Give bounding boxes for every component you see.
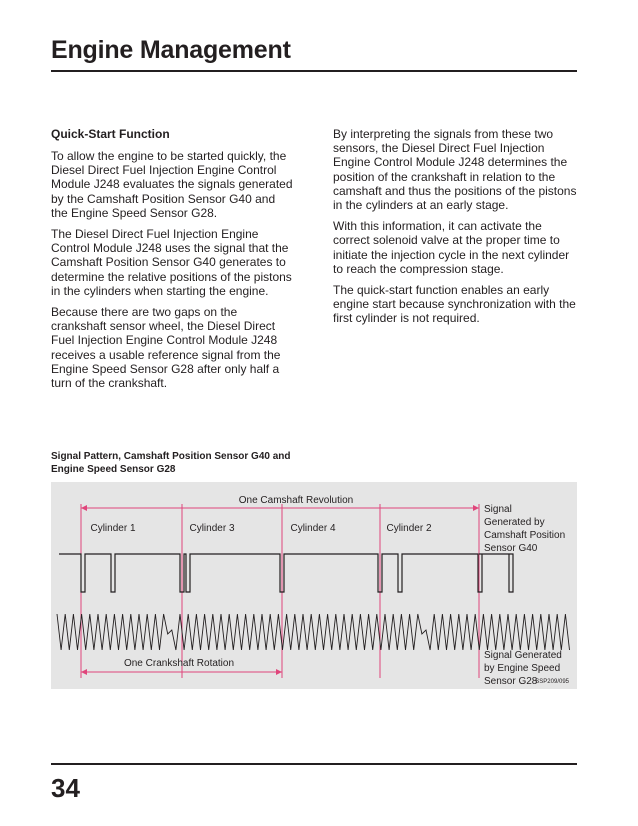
figure-id: SSP209/095 [535,679,569,685]
arrowhead-icon [81,505,87,511]
crankshaft-rotation-label: One Crankshaft Rotation [123,658,235,669]
signal-diagram [51,482,577,689]
paragraph: To allow the engine to be started quickly, the Diesel Direct Fuel Injection Engine Control Module J248 evaluates the signals generated by the Camshaft Position Sensor G40 and the Engine Speed Sensor G28. [51,149,293,220]
footer-rule [51,763,577,765]
page-title: Engine Management [51,36,291,64]
g40-label-line: Signal [484,504,512,515]
g28-label-line: Signal Generated [484,650,562,661]
figure-caption: Signal Pattern, Camshaft Position Sensor G40 and Engine Speed Sensor G28 [51,451,291,475]
crankshaft-signal-trace [57,614,570,650]
paragraph: With this information, it can activate the correct solenoid valve at the proper time to initiate the injection cycle in the next cylinder to reach the compression stage. [333,219,570,276]
header-rule [51,70,577,72]
paragraph: The quick-start function enables an early engine start because synchronization with the first cylinder is not required. [333,283,576,326]
g40-label-line: Sensor G40 [484,543,538,554]
cylinder-label: Cylinder 4 [290,523,336,534]
g40-label-line: Camshaft Position [484,530,566,541]
paragraph: The Diesel Direct Fuel Injection Engine Control Module J248 uses the signal that the Camshaft Position Sensor G40 generates to determine the relative positions of the pistons in the cylinders when starting the engine. [51,227,292,298]
arrowhead-icon [473,505,479,511]
cylinder-label: Cylinder 1 [90,523,136,534]
paragraph: By interpreting the signals from these two sensors, the Diesel Direct Fuel Injection Engine Control Module J248 determines the position of the crankshaft in relation to the camshaft and thus the positions of the pistons in the cylinders at an early stage. [333,127,577,213]
right-column [333,127,577,333]
left-column [51,127,295,397]
arrowhead-icon [276,669,282,675]
arrowhead-icon [81,669,87,675]
paragraph: Because there are two gaps on the crankshaft sensor wheel, the Diesel Direct Fuel Injection Engine Control Module J248 receives a usable reference signal from the Engine Speed Sensor G28 after only half a turn of the crankshaft. [51,305,281,391]
crankshaft-wave-path [57,614,570,650]
cylinder-label: Cylinder 2 [386,523,432,534]
camshaft-signal-trace [59,554,513,592]
g28-label-line: Sensor G28 [484,676,538,687]
g28-label-line: by Engine Speed [484,663,561,674]
camshaft-pulse-path [59,554,513,592]
page-number: 34 [51,773,80,803]
g40-label-line: Generated by [484,517,545,528]
signal-pattern-figure [51,482,577,689]
section-heading: Quick-Start Function [51,127,170,141]
camshaft-revolution-label: One Camshaft Revolution [238,495,354,506]
cylinder-label: Cylinder 3 [189,523,235,534]
